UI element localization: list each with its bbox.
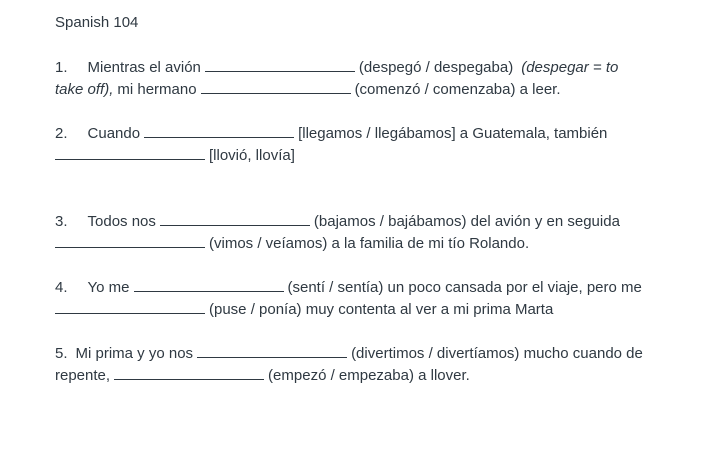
question-3-options-2: (vimos / veíamos) a la familia de mi tío Rolando. <box>209 235 530 252</box>
question-2-number: 2. <box>55 125 68 142</box>
question-1-line-2 <box>55 79 561 100</box>
question-2-blank-1[interactable] <box>144 123 294 138</box>
worksheet-title: Spanish 104 <box>55 14 139 31</box>
question-2-line-2 <box>55 145 295 166</box>
question-1-line-1 <box>55 57 618 78</box>
question-3-line-2 <box>55 233 529 254</box>
question-1-options-1: (despegó / despegaba) <box>358 59 514 76</box>
question-2-text: Cuando <box>87 125 141 142</box>
question-5-text: Mi prima y yo nos <box>75 345 194 362</box>
question-2-options-1: [llegamos / llegábamos] a Guatemala, también <box>298 125 608 142</box>
question-4-options-1: (sentí / sentía) un poco cansada por el viaje, pero me <box>287 279 642 296</box>
question-3-options-1: (bajamos / bajábamos) del avión y en seguida <box>313 213 620 230</box>
question-1-text: Mientras el avión <box>87 59 201 76</box>
question-3-blank-1[interactable] <box>160 211 310 226</box>
question-1-note-cont: take off), <box>55 81 114 98</box>
question-4-line-2 <box>55 299 553 320</box>
question-5-options-1: (divertimos / divertíamos) mucho cuando de <box>351 345 643 362</box>
question-3-line-1 <box>55 211 620 232</box>
question-1-text-2: mi hermano <box>117 81 197 98</box>
question-4-line-1 <box>55 277 642 298</box>
question-3-blank-2[interactable] <box>55 233 205 248</box>
question-4-options-2: (puse / ponía) muy contenta al ver a mi prima Marta <box>209 301 554 318</box>
question-3-number: 3. <box>55 213 68 230</box>
question-5-line-2 <box>55 365 470 386</box>
question-5-options-2: (empezó / empezaba) a llover. <box>268 367 470 384</box>
question-5-line-1 <box>55 343 643 364</box>
question-5-text-2: repente, <box>55 367 111 384</box>
question-5-number: 5. <box>55 345 68 362</box>
question-2-blank-2[interactable] <box>55 145 205 160</box>
question-4-text: Yo me <box>87 279 130 296</box>
question-4-blank-1[interactable] <box>134 277 284 292</box>
question-2-line-1 <box>55 123 607 144</box>
question-3-text: Todos nos <box>87 213 156 230</box>
question-5-blank-2[interactable] <box>114 365 264 380</box>
question-1-note: (despegar = to <box>521 59 619 76</box>
question-2-options-2: [llovió, llovía] <box>209 147 295 164</box>
question-1-options-2: (comenzó / comenzaba) a leer. <box>354 81 561 98</box>
question-4-number: 4. <box>55 279 68 296</box>
question-1-number: 1. <box>55 59 68 76</box>
question-4-blank-2[interactable] <box>55 299 205 314</box>
question-5-blank-1[interactable] <box>197 343 347 358</box>
question-1-blank-1[interactable] <box>205 57 355 72</box>
question-1-blank-2[interactable] <box>201 79 351 94</box>
